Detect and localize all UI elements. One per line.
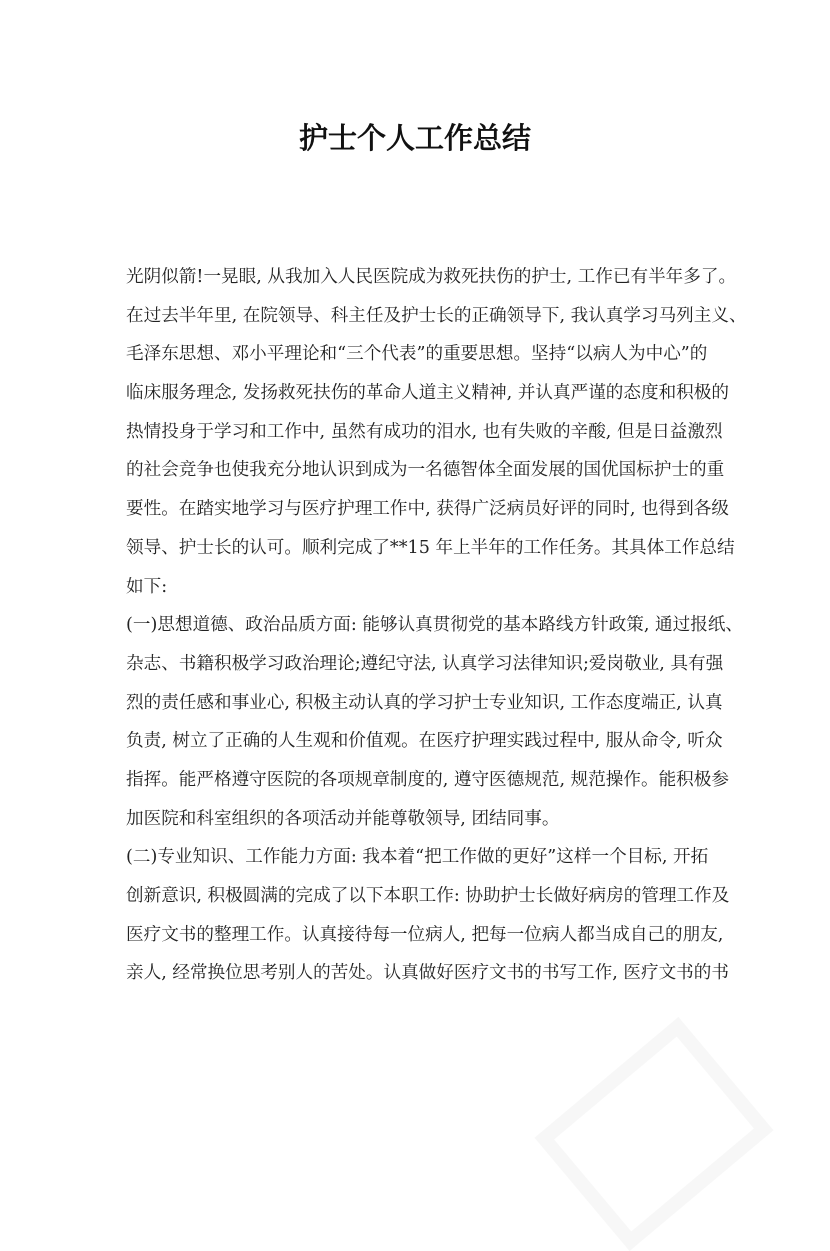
text-line: 如下: xyxy=(126,576,168,597)
text-line: 杂志、书籍积极学习政治理论;遵纪守法, 认真学习法律知识;爱岗敬业, 具有强 xyxy=(126,653,724,674)
text-line: (二)专业知识、工作能力方面: 我本着“把工作做的更好”这样一个目标, 开拓 xyxy=(126,847,709,868)
text-line: 热情投身于学习和工作中, 虽然有成功的泪水, 也有失败的辛酸, 但是日益激烈 xyxy=(126,421,723,442)
text-line: 医疗文书的整理工作。认真接待每一位病人, 把每一位病人都当成自己的朋友, xyxy=(126,924,724,945)
watermark xyxy=(534,1017,773,1251)
text-line: 负责, 树立了正确的人生观和价值观。在医疗护理实践过程中, 服从命令, 听众 xyxy=(126,731,723,752)
text-line: 领导、护士长的认可。顺利完成了**15 年上半年的工作任务。其具体工作总结 xyxy=(126,537,735,558)
text-line: 创新意识, 积极圆满的完成了以下本职工作: 协助护士长做好病房的管理工作及 xyxy=(126,886,730,906)
text-line: 烈的责任感和事业心, 积极主动认真的学习护士专业知识, 工作态度端正, 认真 xyxy=(126,692,723,713)
text-line: 亲人, 经常换位思考别人的苦处。认真做好医疗文书的书写工作, 医疗文书的书 xyxy=(126,963,729,984)
text-line: 要性。在踏实地学习与医疗护理工作中, 获得广泛病员好评的同时, 也得到各级 xyxy=(126,499,729,520)
text-line: 临床服务理念, 发扬救死扶伤的革命人道主义精神, 并认真严谨的态度和积极的 xyxy=(126,383,729,404)
text-line: 在过去半年里, 在院领导、科主任及护士长的正确领导下, 我认真学习马列主义、 xyxy=(126,305,747,326)
document-body xyxy=(126,262,747,997)
text-line: 指挥。能严格遵守医院的各项规章制度的, 遵守医德规范, 规范操作。能积极参 xyxy=(126,769,729,790)
text-line: 的社会竞争也使我充分地认识到成为一名德智体全面发展的国优国标护士的重 xyxy=(126,460,725,481)
text-line: 光阴似箭!一晃眼, 从我加入人民医院成为救死扶伤的护士, 工作已有半年多了。 xyxy=(126,267,737,287)
text-line: (一)思想道德、政治品质方面: 能够认真贯彻党的基本路线方针政策, 通过报纸、 xyxy=(126,615,744,636)
document-title: 护士个人工作总结 xyxy=(298,121,531,155)
text-line: 毛泽东思想、邓小平理论和“三个代表”的重要思想。坚持“以病人为中心”的 xyxy=(126,344,708,365)
text-line: 加医院和科室组织的各项活动并能尊敬领导, 团结同事。 xyxy=(126,808,560,829)
